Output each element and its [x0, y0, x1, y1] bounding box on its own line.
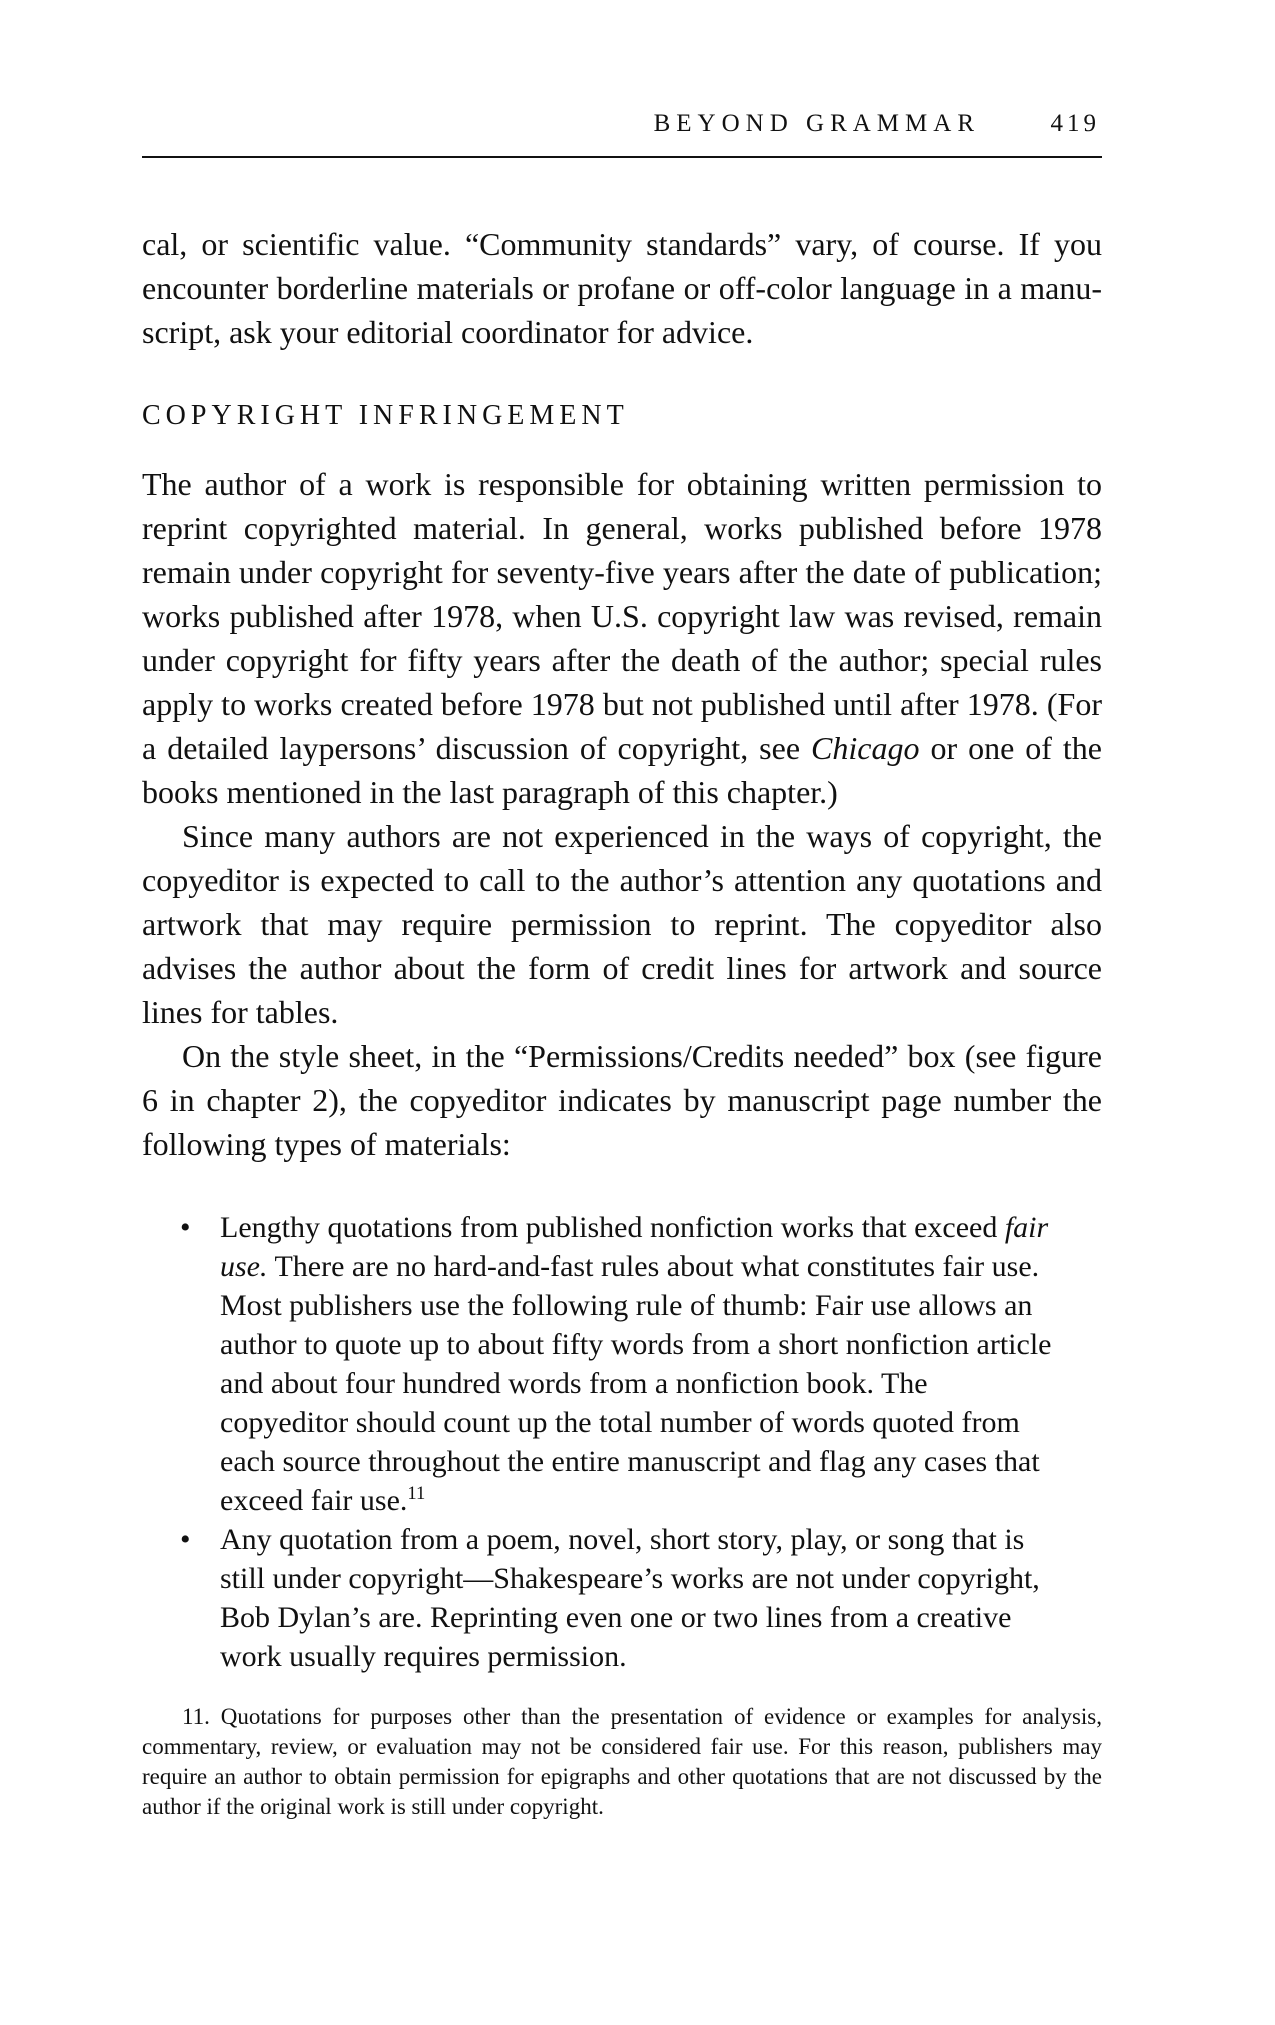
paragraph-copyright-terms [142, 462, 1102, 814]
list-item-text: Lengthy quotations from published nonfiction works that exceed [220, 1211, 1005, 1244]
list-item-text: Any quotation from a poem, novel, short story, play, or song that is still under copyright—Shakespeare’s works are not under copyright, Bob Dylan’s are. Reprinting even one or two lines from a creative work usually requires permission. [220, 1523, 1040, 1673]
footnotes [142, 1702, 1102, 1822]
bullet-list [142, 1208, 1102, 1676]
list-item [142, 1208, 1102, 1520]
continued-paragraph: cal, or scientific value. “Community standards” vary, of course. If you encounter borderline materials or profane or off-color language in a manuscript, ask your editorial coordinator for advice. [142, 226, 1102, 350]
running-head [142, 108, 1102, 158]
paragraph-copyeditor-role: Since many authors are not experienced in the ways of copyright, the copyeditor is expected to call to the author’s attention any quotations and artwork that may require permission to reprint. The copyeditor also advises the author about the form of credit lines for artwork and source lines for tables. [142, 818, 1102, 1030]
footnote-reference: 11 [407, 1483, 426, 1504]
bullet-marker: • [180, 1523, 191, 1556]
footnote-text: Quotations for purposes other than the presentation of evidence or examples for analysis, commentary, review, or evaluation may not be considered fair use. For this reason, publishers may require an author to obtain permission for epigraphs and other quotations that are not discussed by the author if the original work is still under copyright. [142, 1704, 1102, 1819]
paragraph-style-sheet: On the style sheet, in the “Permissions/Credits needed” box (see figure 6 in chapter 2), the copyeditor indicates by manuscript page number the following types of materials: [142, 1038, 1102, 1162]
footnote-number: 11. [182, 1704, 210, 1729]
body-text [142, 222, 1102, 1676]
running-head-title: BEYOND GRAMMAR [653, 110, 980, 137]
paragraph-text: The author of a work is responsible for obtaining written permission to reprint copyrighted material. In general, works published before 1978 remain under copyright for seventy-five years after the date of publication; works published after 1978, when U.S. copyright law was revised, remain under copyright for fifty years after the death of the author; special rules apply to works created before 1978 but not published until after 1978. (For a detailed laypersons’ discussion of copyright, see [142, 466, 1102, 766]
section-heading: COPYRIGHT INFRINGEMENT [142, 400, 629, 431]
book-title-italic: Chicago [811, 730, 920, 766]
footnote-11 [142, 1702, 1102, 1822]
page-number: 419 [1050, 110, 1100, 137]
paragraph-text: or one of the books mentioned in the last paragraph of this chapter.) [142, 730, 1102, 810]
list-item-text: There are no hard-and-fast rules about what constitutes fair use. Most publishers use the following rule of thumb: Fair use allows an author to quote up to about fifty words from a short nonfiction article and about four hundred words from a nonfiction book. The copyeditor should count up the total number of words quoted from each source throughout the entire manuscript and flag any cases that exceed fair use. [220, 1250, 1052, 1517]
bullet-marker: • [180, 1211, 191, 1244]
list-item [142, 1520, 1102, 1676]
term-italic: fair use. [220, 1211, 1049, 1283]
